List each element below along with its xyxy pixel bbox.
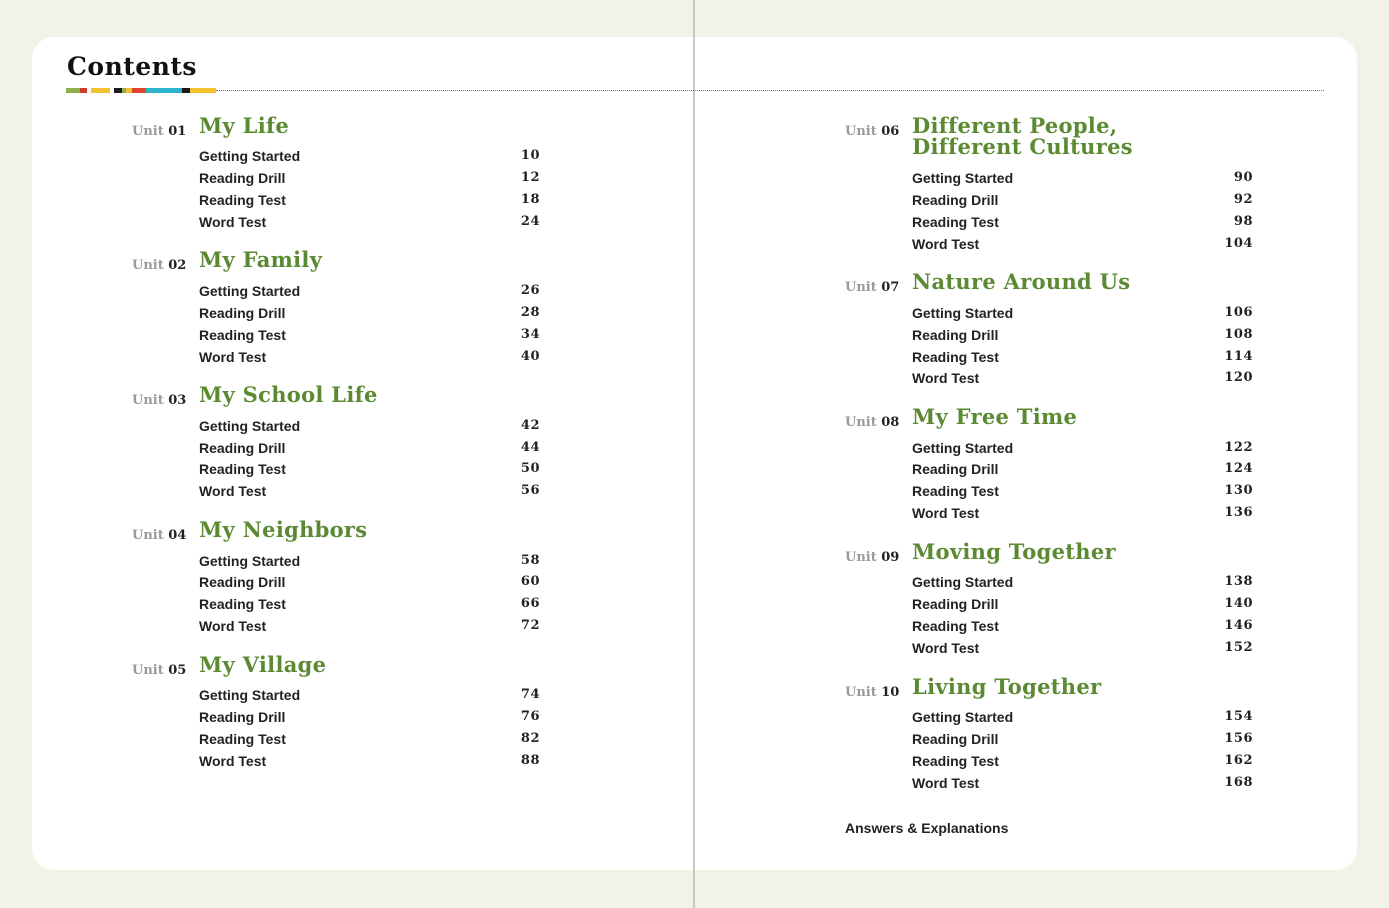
toc-entry[interactable]: Getting Started 58 — [199, 553, 540, 569]
unit-title: My Free Time — [912, 404, 1078, 429]
toc-entry[interactable]: Reading Drill 28 — [199, 305, 540, 321]
toc-entry[interactable]: Reading Test 82 — [199, 731, 540, 747]
unit-title: My School Life — [199, 382, 378, 407]
toc-entry[interactable]: Getting Started 74 — [199, 687, 540, 703]
unit-title: Living Together — [912, 674, 1102, 699]
unit-title: Nature Around Us — [912, 269, 1131, 294]
toc-entry[interactable]: Word Test 72 — [199, 618, 540, 634]
toc-entry[interactable]: Reading Drill 92 — [912, 192, 1253, 208]
toc-entry[interactable]: Getting Started 122 — [912, 440, 1253, 456]
toc-entry[interactable]: Getting Started 138 — [912, 574, 1253, 590]
color-stripe — [66, 88, 216, 93]
toc-entry[interactable]: Word Test 136 — [912, 505, 1253, 521]
toc-entry[interactable]: Word Test 104 — [912, 236, 1253, 252]
toc-entry[interactable]: Getting Started 154 — [912, 709, 1253, 725]
answers-explanations-link[interactable]: Answers & Explanations — [845, 820, 1009, 836]
toc-entry[interactable]: Word Test 152 — [912, 640, 1253, 656]
toc-entry[interactable]: Reading Drill 76 — [199, 709, 540, 725]
toc-entry[interactable]: Word Test 56 — [199, 483, 540, 499]
toc-entry[interactable]: Reading Drill 140 — [912, 596, 1253, 612]
toc-entry[interactable]: Reading Test 18 — [199, 192, 540, 208]
unit-title: Different People, Different Cultures — [912, 113, 1133, 159]
unit-title: My Family — [199, 247, 323, 272]
page-title: Contents — [67, 52, 198, 81]
toc-entry[interactable]: Reading Test 162 — [912, 753, 1253, 769]
unit-label: Unit 09 — [845, 550, 900, 565]
toc-entry[interactable]: Getting Started 42 — [199, 418, 540, 434]
toc-entry[interactable]: Reading Drill 108 — [912, 327, 1253, 343]
toc-entry[interactable]: Word Test 120 — [912, 370, 1253, 386]
toc-entry[interactable]: Reading Test 34 — [199, 327, 540, 343]
toc-entry[interactable]: Reading Test 50 — [199, 461, 540, 477]
toc-entry[interactable]: Reading Test 66 — [199, 596, 540, 612]
toc-entry[interactable]: Word Test 88 — [199, 753, 540, 769]
unit-label: Unit 10 — [845, 685, 900, 700]
unit-label: Unit 04 — [132, 528, 187, 543]
toc-entry[interactable]: Reading Drill 124 — [912, 461, 1253, 477]
toc-entry[interactable]: Word Test 24 — [199, 214, 540, 230]
toc-entry[interactable]: Word Test 40 — [199, 349, 540, 365]
unit-title: My Life — [199, 113, 289, 138]
title-dotted-rule — [216, 90, 1324, 91]
toc-entry[interactable]: Reading Test 130 — [912, 483, 1253, 499]
book-spine — [693, 0, 695, 908]
unit-title: Moving Together — [912, 539, 1116, 564]
toc-entry[interactable]: Getting Started 10 — [199, 148, 540, 164]
toc-entry[interactable]: Reading Test 114 — [912, 349, 1253, 365]
unit-label: Unit 03 — [132, 393, 187, 408]
unit-title: My Neighbors — [199, 517, 368, 542]
unit-label: Unit 07 — [845, 280, 900, 295]
toc-entry[interactable]: Reading Test 98 — [912, 214, 1253, 230]
toc-entry[interactable]: Word Test 168 — [912, 775, 1253, 791]
toc-entry[interactable]: Reading Drill 60 — [199, 574, 540, 590]
toc-entry[interactable]: Reading Test 146 — [912, 618, 1253, 634]
unit-label: Unit 08 — [845, 415, 900, 430]
toc-entry[interactable]: Getting Started 106 — [912, 305, 1253, 321]
unit-label: Unit 01 — [132, 124, 187, 139]
toc-entry[interactable]: Reading Drill 44 — [199, 440, 540, 456]
unit-label: Unit 06 — [845, 124, 900, 139]
toc-entry[interactable]: Getting Started 26 — [199, 283, 540, 299]
unit-title: My Village — [199, 652, 327, 677]
toc-entry[interactable]: Getting Started 90 — [912, 170, 1253, 186]
toc-entry[interactable]: Reading Drill 156 — [912, 731, 1253, 747]
unit-label: Unit 05 — [132, 663, 187, 678]
unit-label: Unit 02 — [132, 258, 187, 273]
toc-entry[interactable]: Reading Drill 12 — [199, 170, 540, 186]
